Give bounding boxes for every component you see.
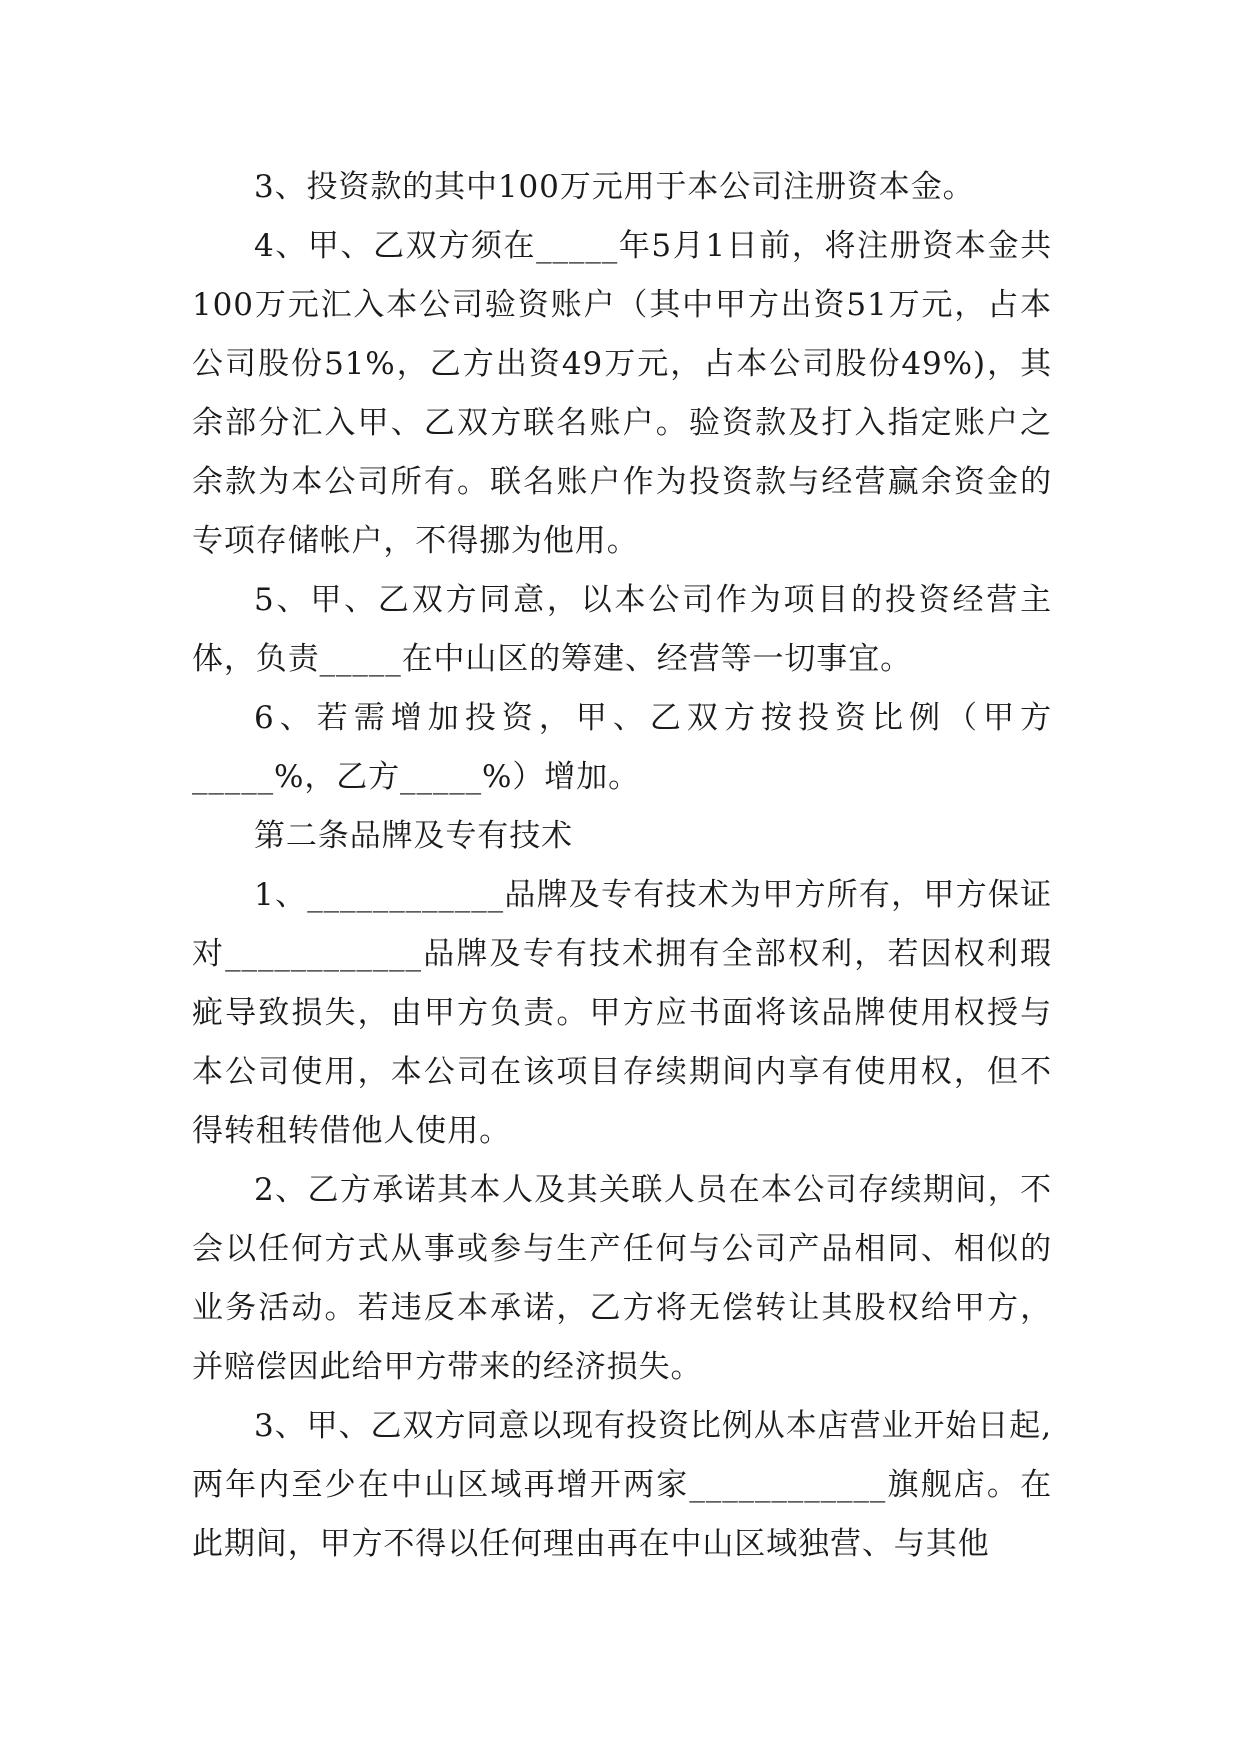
paragraph-operating-entity: 5、甲、乙双方同意，以本公司作为项目的投资经营主体，负责_____在中山区的筹建、经营等一切事宜。 [192, 582, 1052, 677]
section-heading-brand-technology: 第二条品牌及专有技术 [254, 818, 573, 854]
paragraph-non-compete: 2、乙方承诺其本人及其关联人员在本公司存续期间，不会以任何方式从事或参与生产任何与公司产品相同、相似的业务活动。若违反本承诺，乙方将无偿转让其股权给甲方，并赔偿因此给甲方带来的经济损失。 [192, 1172, 1052, 1385]
paragraph-additional-investment: 6、若需增加投资，甲、乙双方按投资比例（甲方_____%，乙方_____%）增加。 [192, 700, 1052, 795]
paragraph-investment-registered-capital: 3、投资款的其中100万元用于本公司注册资本金。 [254, 169, 975, 205]
document-body [192, 158, 1052, 1574]
paragraph-capital-deposit-deadline: 4、甲、乙双方须在_____年5月1日前，将注册资本金共100万元汇入本公司验资账户（其中甲方出资51万元，占本公司股份51%，乙方出资49万元，占本公司股份49%)，其余部分汇入甲、乙双方联名账户。验资款及打入指定账户之余款为本公司所有。联名账户作为投资款与经营赢余资金的专项存储帐户，不得挪为他用。 [192, 228, 1052, 559]
paragraph-brand-ownership: 1、____________品牌及专有技术为甲方所有，甲方保证对____________品牌及专有技术拥有全部权利，若因权利瑕疵导致损失，由甲方负责。甲方应书面将该品牌使用权授与本公司使用，本公司在该项目存续期间内享有使用权，但不得转租转借他人使用。 [192, 877, 1052, 1149]
paragraph-expansion-stores: 3、甲、乙双方同意以现有投资比例从本店营业开始日起,两年内至少在中山区域再增开两家____________旗舰店。在此期间，甲方不得以任何理由再在中山区域独营、与其他 [192, 1408, 1052, 1562]
